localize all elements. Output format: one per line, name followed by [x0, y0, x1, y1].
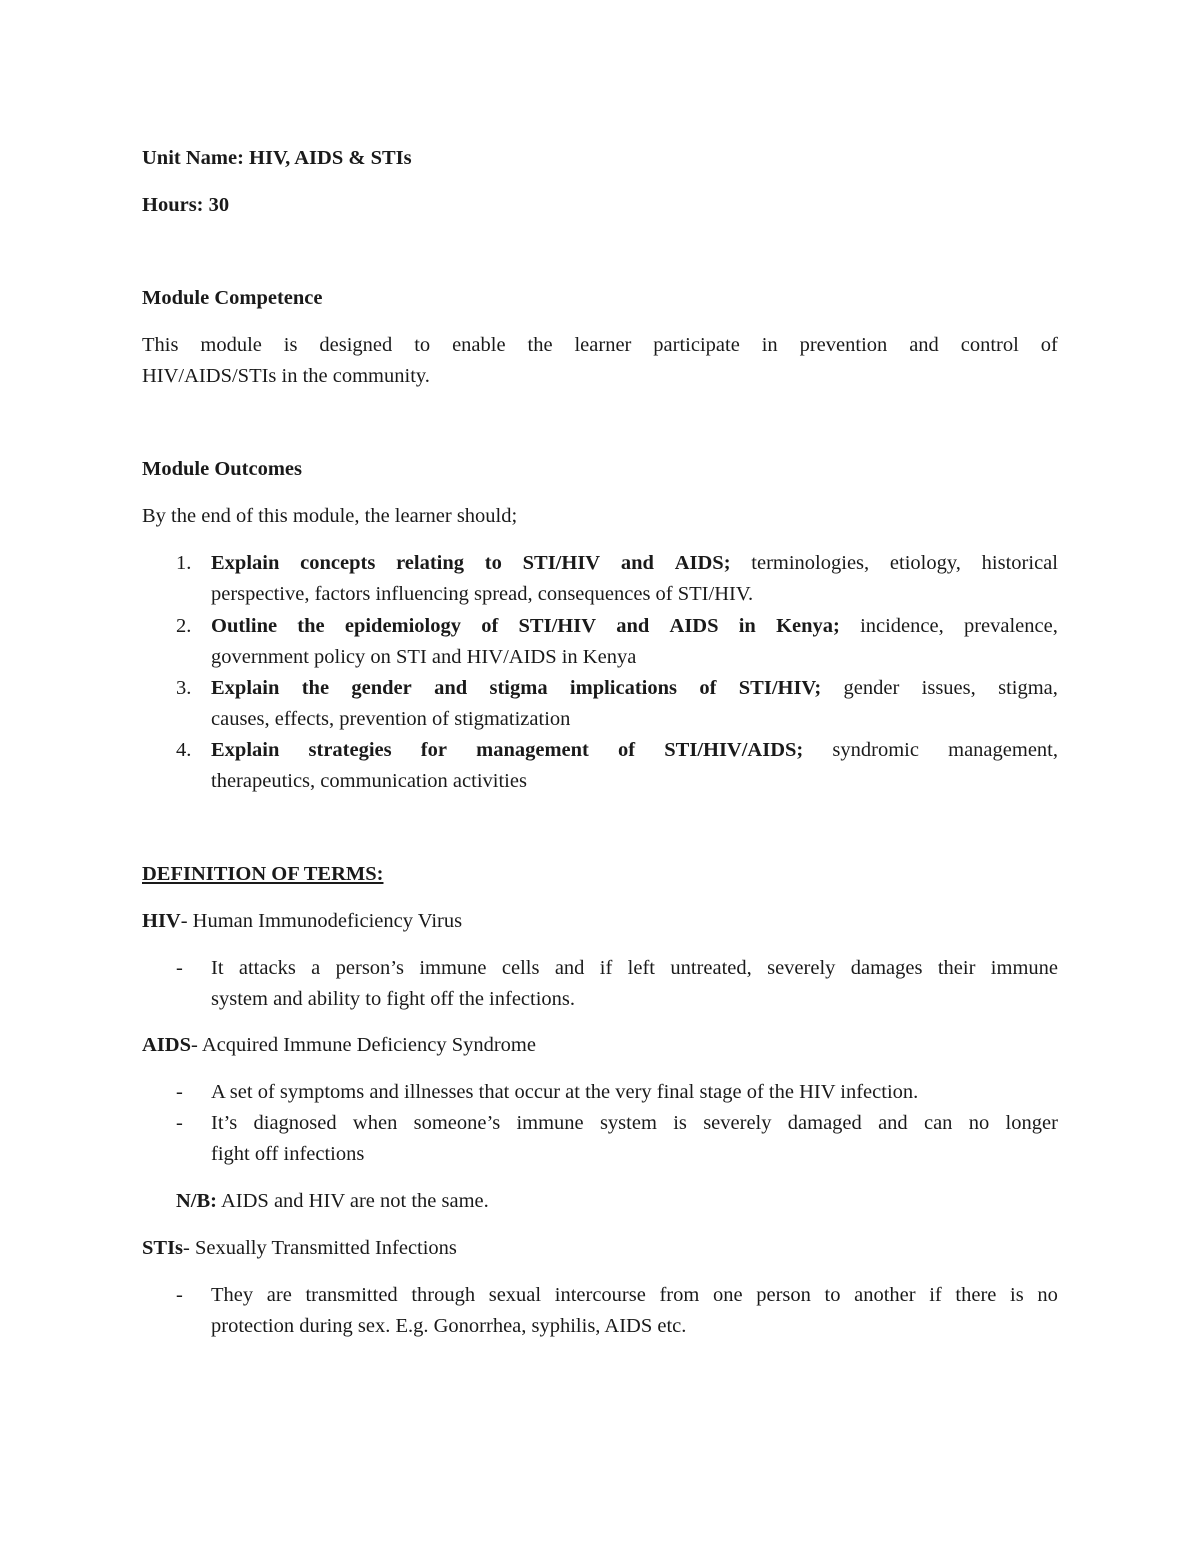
word: untreated,	[670, 957, 752, 979]
word: management,	[948, 739, 1058, 761]
word: longer	[1005, 1112, 1058, 1134]
word: is	[1010, 1284, 1024, 1306]
word: management	[476, 739, 589, 761]
word: prevalence,	[963, 615, 1058, 637]
word: one	[712, 1284, 743, 1306]
word: Explain	[211, 739, 280, 761]
word: learner	[574, 334, 632, 356]
bullet-dash: -	[176, 1081, 183, 1103]
word: AIDS	[669, 615, 719, 637]
word: person’s	[335, 957, 404, 979]
word: no	[1037, 1284, 1058, 1306]
word: etiology,	[889, 552, 961, 574]
outcome-3-line-1	[211, 678, 1058, 699]
word: severely	[767, 957, 836, 979]
hiv-definition-line	[142, 911, 462, 932]
stis-term: STIs	[142, 1237, 184, 1259]
word: immune	[419, 957, 487, 979]
stis-point-1-line-2: protection during sex. E.g. Gonorrhea, syphilis, AIDS etc.	[211, 1315, 687, 1337]
nb-text: AIDS and HIV are not the same.	[221, 1190, 489, 1212]
word: from	[659, 1284, 700, 1306]
word: STI/HIV/AIDS;	[664, 739, 804, 761]
word: historical	[981, 552, 1058, 574]
word: It	[211, 957, 224, 979]
outcome-4-line-2: therapeutics, communication activities	[211, 770, 527, 792]
word: system	[599, 1112, 657, 1134]
word: It’s	[211, 1112, 238, 1134]
word: stigma	[489, 677, 548, 699]
word: incidence,	[860, 615, 944, 637]
unit-name-value: HIV, AIDS & STIs	[249, 147, 412, 169]
word: to	[414, 334, 431, 356]
word: if	[929, 1284, 942, 1306]
outcome-number: 3.	[176, 677, 192, 699]
hours-line	[142, 195, 229, 216]
word: control	[960, 334, 1019, 356]
word: diagnosed	[253, 1112, 337, 1134]
hours-value: 30	[208, 194, 230, 216]
word: STI/HIV	[518, 615, 597, 637]
word: Outline	[211, 615, 278, 637]
aids-point-2-line-2: fight off infections	[211, 1143, 365, 1165]
word: implications	[569, 677, 677, 699]
bullet-dash: -	[176, 1112, 183, 1134]
competence-text-line-2: HIV/AIDS/STIs in the community.	[142, 365, 430, 387]
outcome-number: 4.	[176, 739, 192, 761]
aids-definition-line	[142, 1035, 536, 1056]
word: when	[352, 1112, 398, 1134]
aids-point-1: A set of symptoms and illnesses that occur at the very final stage of the HIV infection.	[211, 1081, 919, 1103]
outcome-3-line-2: causes, effects, prevention of stigmatization	[211, 708, 571, 730]
word: STI/HIV;	[738, 677, 822, 699]
word: This	[142, 334, 179, 356]
word: attacks	[238, 957, 296, 979]
word: a	[311, 957, 321, 979]
word: Explain	[211, 677, 280, 699]
outcome-number: 2.	[176, 615, 192, 637]
unit-name-label: Unit Name:	[142, 147, 244, 169]
stis-definition-line	[142, 1238, 457, 1259]
word: module	[200, 334, 262, 356]
word: enable	[452, 334, 506, 356]
word: STI/HIV	[522, 552, 601, 574]
stis-definition: - Sexually Transmitted Infections	[183, 1237, 457, 1259]
word: the	[301, 677, 330, 699]
word: participate	[653, 334, 740, 356]
word: gender	[351, 677, 412, 699]
word: damaged	[787, 1112, 862, 1134]
hiv-definition: - Human Immunodeficiency Virus	[180, 910, 463, 932]
hiv-point-1-line-1	[211, 958, 1058, 979]
word: and	[554, 957, 585, 979]
word: of	[699, 677, 717, 699]
word: prevention	[799, 334, 888, 356]
word: epidemiology	[344, 615, 462, 637]
hiv-term: HIV	[142, 910, 181, 932]
word: and	[620, 552, 654, 574]
outcome-1-line-1	[211, 553, 1058, 574]
word: are	[266, 1284, 292, 1306]
word: syndromic	[832, 739, 919, 761]
outcomes-heading: Module Outcomes	[142, 458, 302, 480]
word: cells	[501, 957, 540, 979]
word: AIDS;	[674, 552, 731, 574]
word: in	[738, 615, 756, 637]
word: there	[955, 1284, 997, 1306]
word: the	[297, 615, 325, 637]
outcome-2-line-1	[211, 616, 1058, 637]
word: to	[484, 552, 502, 574]
word: through	[411, 1284, 476, 1306]
word: of	[1040, 334, 1058, 356]
word: and	[616, 615, 650, 637]
bullet-dash: -	[176, 957, 183, 979]
word: is	[283, 334, 298, 356]
word: can	[923, 1112, 953, 1134]
word: left	[627, 957, 655, 979]
word: of	[481, 615, 499, 637]
competence-heading: Module Competence	[142, 287, 323, 309]
word: designed	[319, 334, 393, 356]
word: and	[434, 677, 468, 699]
aids-definition: - Acquired Immune Deficiency Syndrome	[191, 1034, 536, 1056]
word: for	[420, 739, 447, 761]
word: and	[878, 1112, 908, 1134]
outcome-2-line-2: government policy on STI and HIV/AIDS in Kenya	[211, 646, 637, 668]
word: transmitted	[305, 1284, 398, 1306]
word: Kenya;	[776, 615, 840, 637]
word: terminologies,	[751, 552, 870, 574]
word: sexual	[488, 1284, 542, 1306]
word: damages	[850, 957, 923, 979]
word: and	[909, 334, 939, 356]
outcomes-intro: By the end of this module, the learner should;	[142, 505, 518, 527]
word: severely	[703, 1112, 772, 1134]
word: immune	[990, 957, 1058, 979]
unit-name-line	[142, 148, 412, 169]
hiv-point-1-line-2: system and ability to fight off the infections.	[211, 988, 576, 1010]
word: their	[937, 957, 976, 979]
word: the	[527, 334, 553, 356]
word: Explain	[211, 552, 280, 574]
word: if	[599, 957, 613, 979]
outcome-4-line-1	[211, 740, 1058, 761]
word: relating	[396, 552, 465, 574]
word: stigma,	[998, 677, 1058, 699]
word: no	[968, 1112, 990, 1134]
word: gender	[843, 677, 900, 699]
word: someone’s	[413, 1112, 501, 1134]
bullet-dash: -	[176, 1284, 183, 1306]
nb-label: N/B:	[176, 1190, 217, 1212]
word: is	[673, 1112, 687, 1134]
word: strategies	[308, 739, 392, 761]
word: concepts	[300, 552, 376, 574]
outcome-number: 1.	[176, 552, 192, 574]
word: in	[761, 334, 778, 356]
word: another	[854, 1284, 916, 1306]
nb-note	[176, 1191, 489, 1212]
word: They	[211, 1284, 254, 1306]
word: intercourse	[554, 1284, 646, 1306]
competence-text-line-1	[142, 335, 1058, 356]
definitions-heading: DEFINITION OF TERMS:	[142, 863, 384, 885]
hours-label: Hours:	[142, 194, 204, 216]
outcome-1-line-2: perspective, factors influencing spread, consequences of STI/HIV.	[211, 583, 754, 605]
word: to	[824, 1284, 841, 1306]
word: person	[756, 1284, 811, 1306]
aids-term: AIDS	[142, 1034, 191, 1056]
word: immune	[516, 1112, 584, 1134]
aids-point-2-line-1	[211, 1113, 1058, 1134]
stis-point-1-line-1	[211, 1285, 1058, 1306]
word: of	[618, 739, 636, 761]
word: issues,	[921, 677, 976, 699]
